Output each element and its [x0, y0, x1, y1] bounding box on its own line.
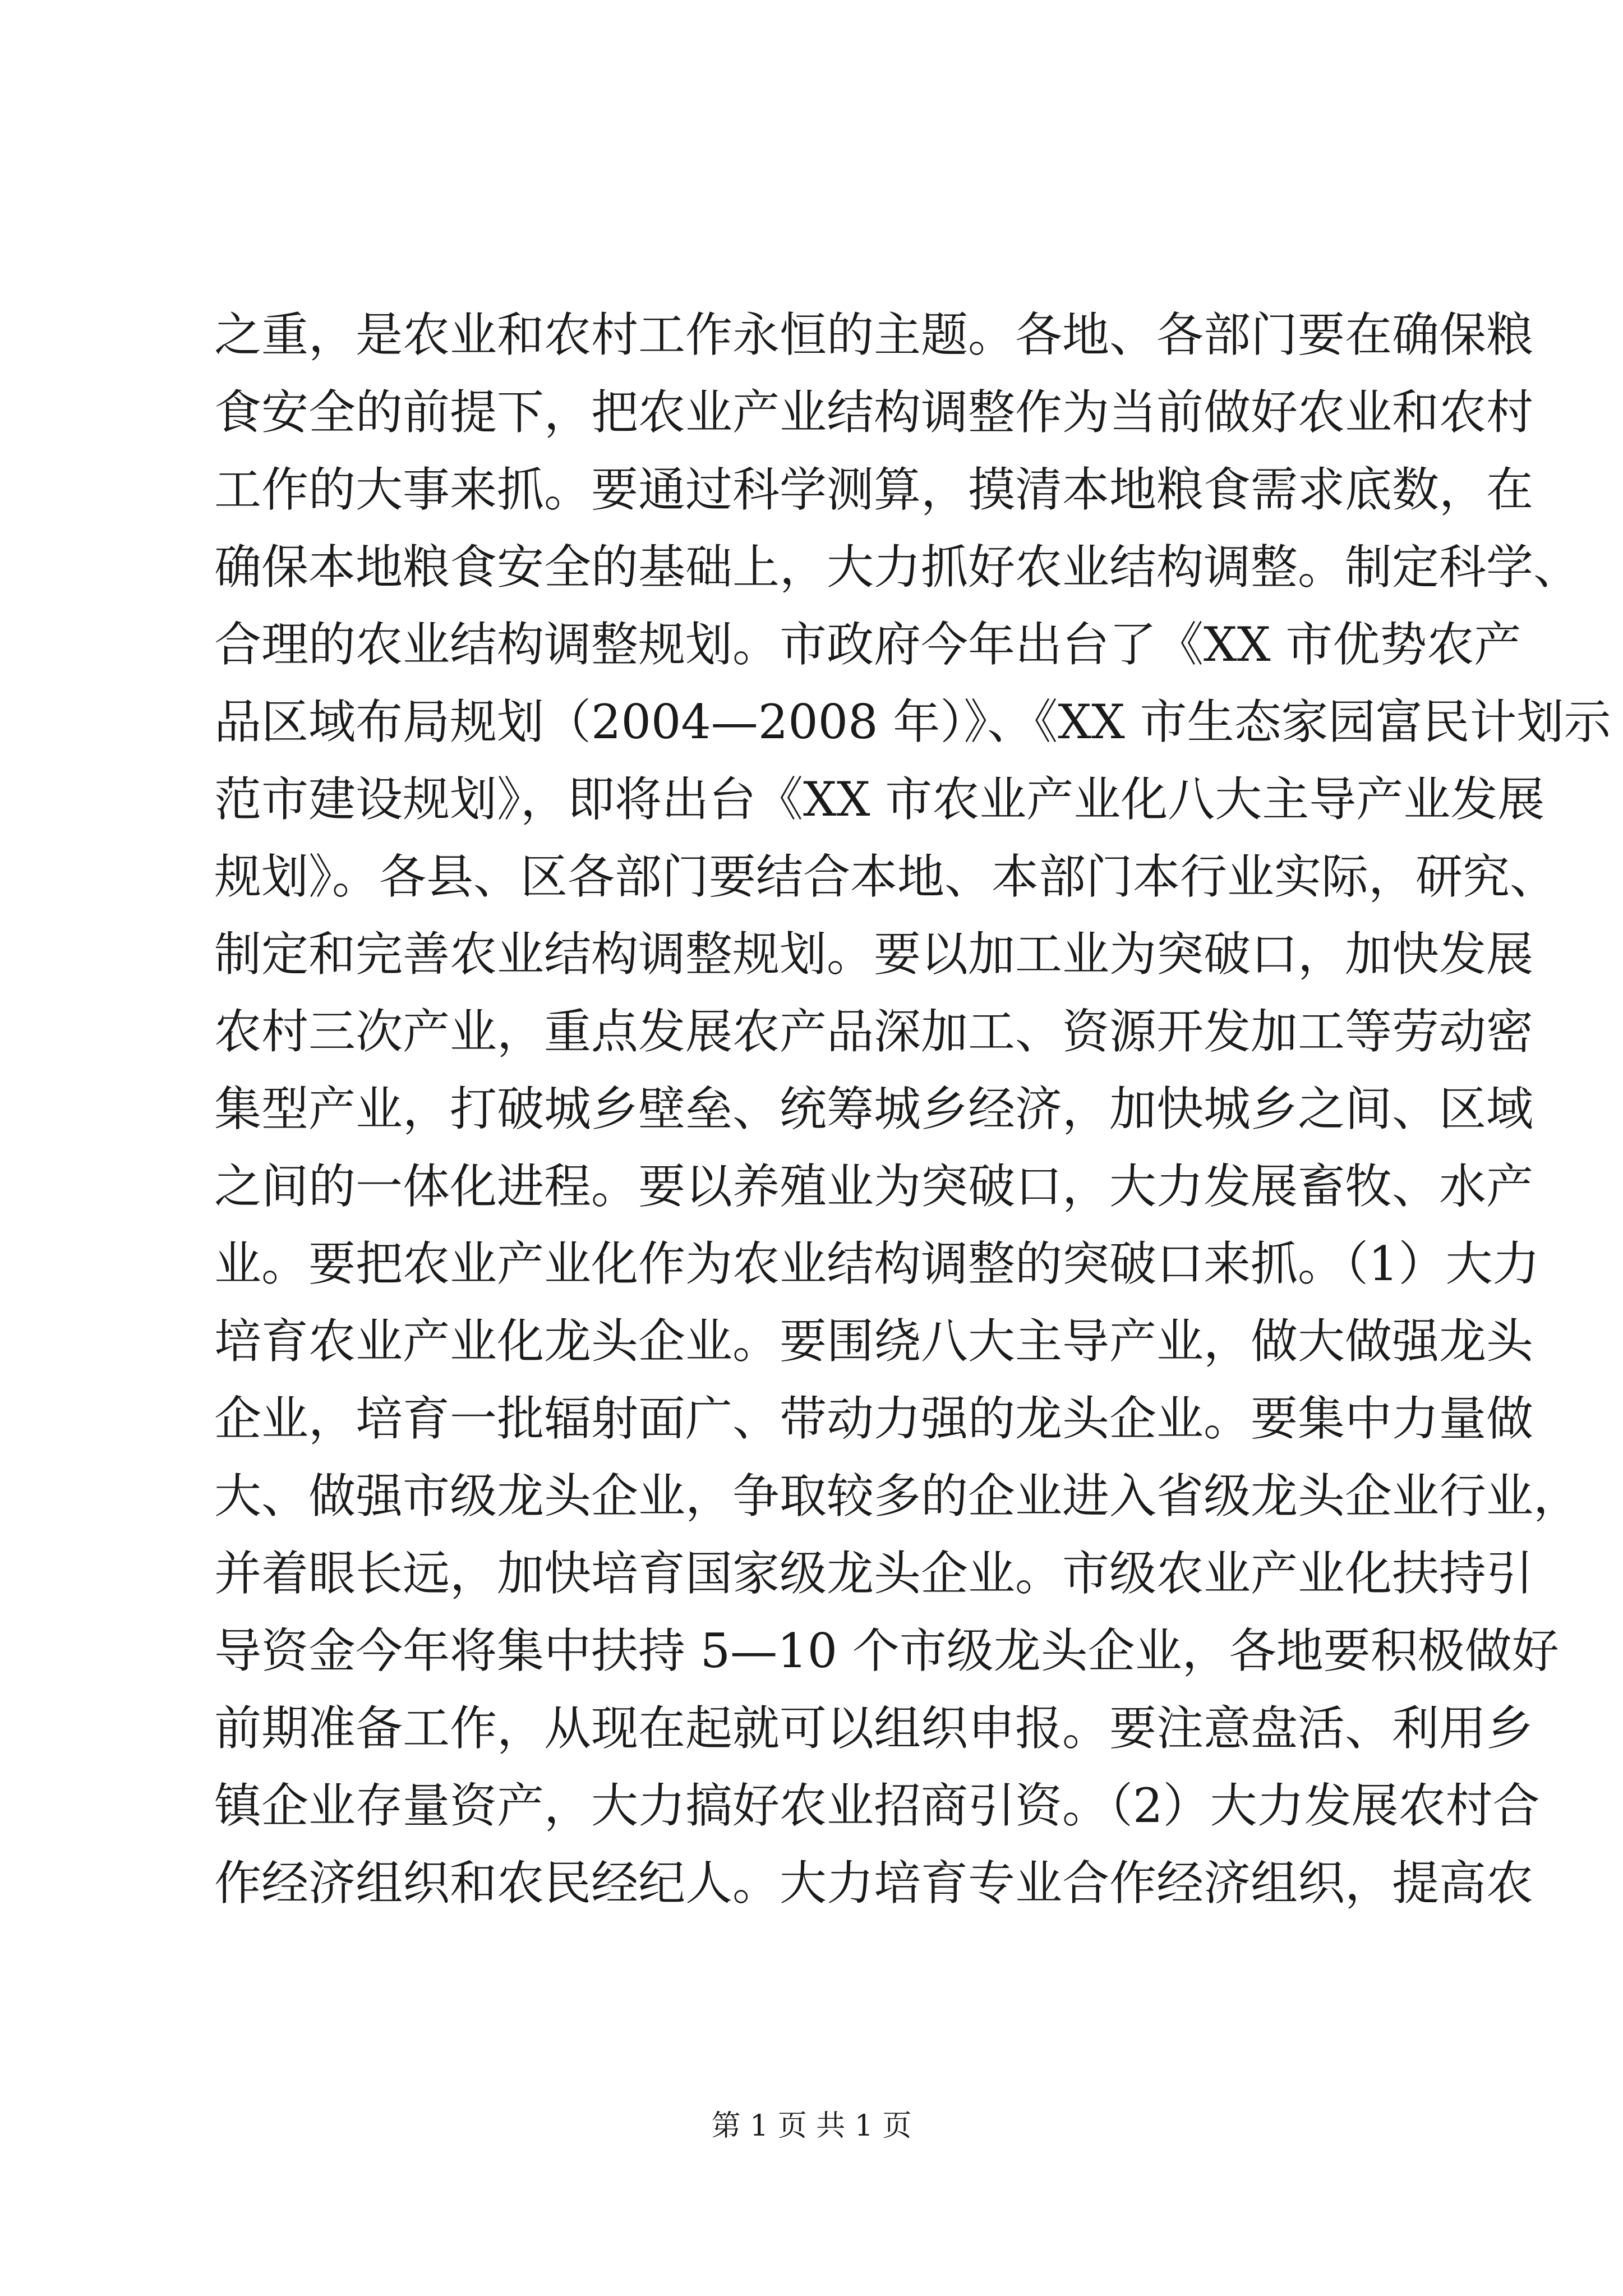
- text-line: 业。要把农业产业化作为农业结构调整的突破口来抓。（1）大力: [214, 1236, 1540, 1291]
- text-line: 企业，培育一批辐射面广、带动力强的龙头企业。要集中力量做: [214, 1391, 1534, 1446]
- text-line: 并着眼长远，加快培育国家级龙头企业。市级农业产业化扶持引: [214, 1546, 1534, 1601]
- text-line: 镇企业存量资产，大力搞好农业招商引资。（2）大力发展农村合: [214, 1778, 1540, 1833]
- text-line: 规划》。各县、区各部门要结合本地、本部门本行业实际，研究、: [214, 849, 1557, 904]
- page-footer: [0, 2106, 1623, 2146]
- text-line: 大、做强市级龙头企业，争取较多的企业进入省级龙头企业行业，: [214, 1469, 1581, 1524]
- text-line: 导资金今年将集中扶持 5—10 个市级龙头企业，各地要积极做好: [214, 1623, 1559, 1678]
- text-line: 范市建设规划》，即将出台《XX 市农业产业化八大主导产业发展: [214, 772, 1545, 827]
- text-line: 作经济组织和农民经纪人。大力培育专业合作经济组织，提高农: [214, 1856, 1534, 1911]
- text-line: 合理的农业结构调整规划。市政府今年出台了《XX 市优势农产: [214, 617, 1521, 672]
- text-line: 集型产业，打破城乡壁垒、统筹城乡经济，加快城乡之间、区域: [214, 1082, 1534, 1137]
- text-line: 工作的大事来抓。要通过科学测算，摸清本地粮食需求底数，在: [214, 462, 1534, 517]
- text-line: 食安全的前提下，把农业产业结构调整作为当前做好农业和农村: [214, 385, 1534, 440]
- text-line: 之间的一体化进程。要以养殖业为突破口，大力发展畜牧、水产: [214, 1159, 1534, 1214]
- text-line: 确保本地粮食安全的基础上，大力抓好农业结构调整。制定科学、: [214, 540, 1581, 595]
- text-line: 制定和完善农业结构调整规划。要以加工业为突破口，加快发展: [214, 927, 1534, 982]
- text-line: 培育农业产业化龙头企业。要围绕八大主导产业，做大做强龙头: [214, 1314, 1534, 1369]
- text-line: 之重，是农业和农村工作永恒的主题。各地、各部门要在确保粮: [214, 307, 1534, 362]
- text-line: 农村三次产业，重点发展农产品深加工、资源开发加工等劳动密: [214, 1004, 1534, 1059]
- text-line: 前期准备工作，从现在起就可以组织申报。要注意盘活、利用乡: [214, 1701, 1534, 1756]
- text-line: 品区域布局规划（2004—2008 年）》、《XX 市生态家园富民计划示: [214, 694, 1611, 749]
- page-number: 第 1 页 共 1 页: [711, 2109, 912, 2143]
- body-text: [214, 296, 1611, 1922]
